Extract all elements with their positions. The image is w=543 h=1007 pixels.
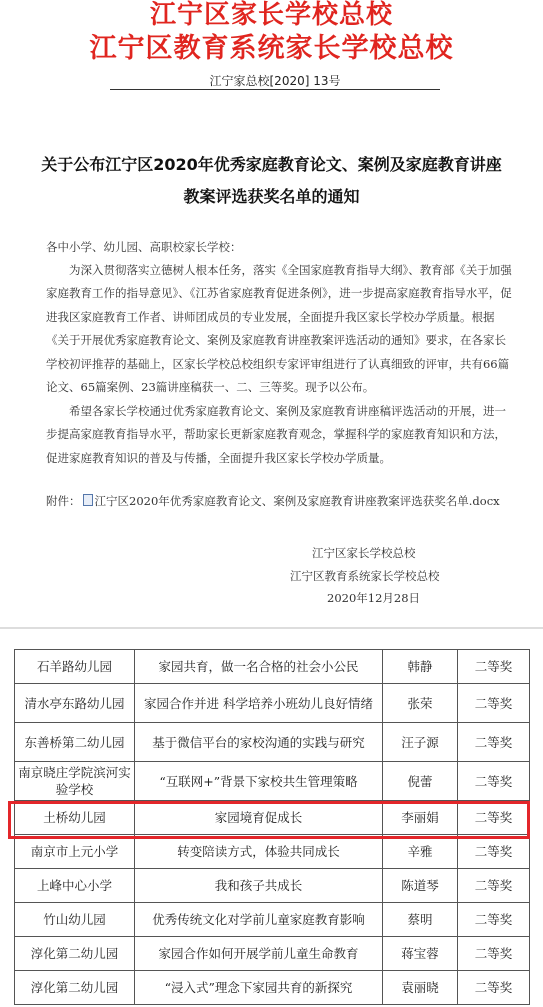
- award-cell: 二等奖: [458, 835, 530, 869]
- award-cell: 二等奖: [458, 684, 530, 723]
- school-cell: 竹山幼儿园: [15, 903, 135, 937]
- name-cell: 蒋宝蓉: [383, 937, 458, 971]
- school-cell: 南京市上元小学: [15, 835, 135, 869]
- name-cell: 李丽娟: [383, 801, 458, 835]
- award-cell: 二等奖: [458, 903, 530, 937]
- table-row: [15, 650, 530, 684]
- name-cell: 陈道琴: [383, 869, 458, 903]
- doc-number-underline: [110, 89, 440, 90]
- attachment: [46, 493, 500, 509]
- name-cell: 蔡明: [383, 903, 458, 937]
- school-cell: 南京晓庄学院滨河实验学校: [15, 762, 135, 801]
- name-cell: 韩静: [383, 650, 458, 684]
- salutation: 各中小学、幼儿园、高职校家长学校：: [46, 240, 242, 254]
- award-cell: 二等奖: [458, 937, 530, 971]
- award-cell: 二等奖: [458, 869, 530, 903]
- school-cell: 东善桥第二幼儿园: [15, 723, 135, 762]
- school-cell: 土桥幼儿园: [15, 801, 135, 835]
- school-cell: 上峰中心小学: [15, 869, 135, 903]
- title-cell: 基于微信平台的家校沟通的实践与研究: [135, 723, 383, 762]
- table-row: [15, 903, 530, 937]
- name-cell: 辛雅: [383, 835, 458, 869]
- attachment-label: 附件：: [46, 494, 81, 508]
- name-cell: 倪蕾: [383, 762, 458, 801]
- table-row: [15, 801, 530, 835]
- title-cell: 优秀传统文化对学前儿童家庭教育影响: [135, 903, 383, 937]
- name-cell: 袁丽晓: [383, 971, 458, 1005]
- signature-line1: 江宁区家长学校总校: [312, 546, 416, 560]
- table-row: [15, 937, 530, 971]
- paragraph-1: 为深入贯彻落实立德树人根本任务，落实《全国家庭教育指导大纲》、教育部《关于加强家庭教育工作的指导意见》、《江苏省家庭教育促进条例》，进一步提高家庭教育指导水平，促进我区家庭教育工作者、讲师团成员的专业发展，全面提升我区家长学校办学质量。根据《关于开展优秀家庭教育论文、案例及家庭教育讲座教案评选活动的通知》要求，在各家长学校初评推荐的基础上，区家长学校总校组织专家评审组进行了认真细致的评审，共有66篇论文、65篇案例、23篇讲座稿获一、二、三等奖。现予以公布。: [46, 263, 512, 395]
- awards-table: [14, 649, 530, 1005]
- title-main: 江宁区教育系统家长学校总校: [89, 33, 454, 64]
- table-row: [15, 971, 530, 1005]
- title-cell: “互联网+”背景下家校共生管理策略: [135, 762, 383, 801]
- school-cell: 淳化第二幼儿园: [15, 971, 135, 1005]
- award-cell: 二等奖: [458, 971, 530, 1005]
- school-cell: 清水亭东路幼儿园: [15, 684, 135, 723]
- file-icon: [83, 494, 93, 506]
- award-cell: 二等奖: [458, 723, 530, 762]
- title-cell: 家园共育，做一名合格的社会小公民: [135, 650, 383, 684]
- table-row: [15, 762, 530, 801]
- title-cell: 转变陪读方式，体验共同成长: [135, 835, 383, 869]
- award-cell: 二等奖: [458, 801, 530, 835]
- title-cell: 我和孩子共成长: [135, 869, 383, 903]
- notice-title-line1: 关于公布江宁区2020年优秀家庭教育论文、案例及家庭教育讲座: [41, 155, 502, 174]
- award-cell: 二等奖: [458, 650, 530, 684]
- school-cell: 淳化第二幼儿园: [15, 937, 135, 971]
- attachment-link[interactable]: 江宁区2020年优秀家庭教育论文、案例及家庭教育讲座教案评选获奖名单.docx: [94, 494, 500, 508]
- paragraph-2: 希望各家长学校通过优秀家庭教育论文、案例及家庭教育讲座稿评选活动的开展，进一步提高家庭教育指导水平，帮助家长更新家庭教育观念，掌握科学的家庭教育知识和方法，促进家庭教育知识的普及与传播，全面提升我区家长学校办学质量。: [46, 404, 506, 465]
- notice-title-line2: 教案评选获奖名单的通知: [183, 187, 360, 206]
- table-row: [15, 684, 530, 723]
- title-cell: 家园合作并进 科学培养小班幼儿良好情绪: [135, 684, 383, 723]
- title-cell: 家园境育促成长: [135, 801, 383, 835]
- title-cell: 家园合作如何开展学前儿童生命教育: [135, 937, 383, 971]
- name-cell: 张荣: [383, 684, 458, 723]
- table-row: [15, 869, 530, 903]
- signature-date: 2020年12月28日: [327, 591, 421, 605]
- title-top: 江宁区家长学校总校: [149, 0, 393, 30]
- name-cell: 汪子源: [383, 723, 458, 762]
- award-cell: 二等奖: [458, 762, 530, 801]
- table-row: [15, 835, 530, 869]
- title-cell: “浸入式”理念下家园共育的新探究: [135, 971, 383, 1005]
- school-cell: 石羊路幼儿园: [15, 650, 135, 684]
- doc-number: 江宁家总校[2020] 13号: [209, 74, 341, 88]
- divider: [0, 627, 543, 629]
- table-row: [15, 723, 530, 762]
- signature-line2: 江宁区教育系统家长学校总校: [290, 569, 440, 583]
